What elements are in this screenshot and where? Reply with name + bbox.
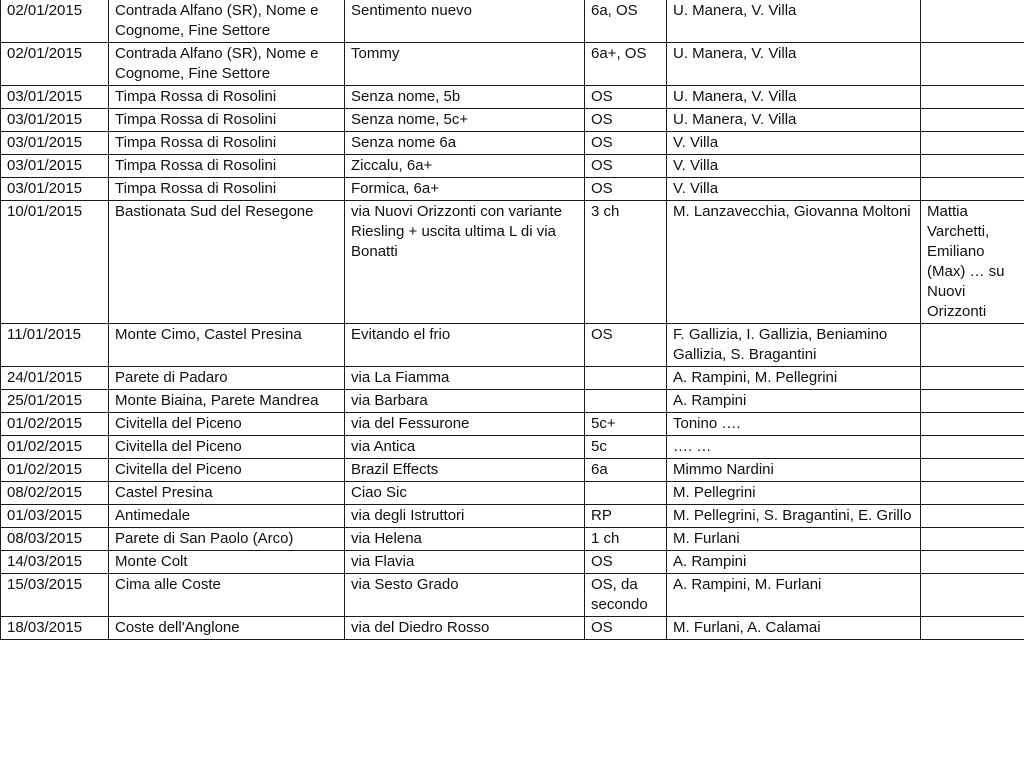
grade-cell: 6a [585, 459, 667, 482]
table-row [1, 551, 1024, 574]
location-cell: Cima alle Coste [109, 574, 345, 617]
date-cell: 01/02/2015 [1, 413, 109, 436]
team-cell: U. Manera, V. Villa [667, 109, 921, 132]
table-row [1, 367, 1024, 390]
grade-cell: OS [585, 109, 667, 132]
date-cell: 01/02/2015 [1, 459, 109, 482]
route-cell: Formica, 6a+ [345, 178, 585, 201]
note-cell [921, 390, 1024, 413]
date-cell: 02/01/2015 [1, 0, 109, 43]
table-row [1, 617, 1024, 640]
table-row [1, 201, 1024, 324]
grade-cell [585, 390, 667, 413]
route-cell: via Sesto Grado [345, 574, 585, 617]
date-cell: 14/03/2015 [1, 551, 109, 574]
route-cell: via Nuovi Orizzonti con variante Riesling + uscita ultima L di via Bonatti [345, 201, 585, 324]
team-cell: U. Manera, V. Villa [667, 86, 921, 109]
grade-cell: OS [585, 324, 667, 367]
table-row [1, 86, 1024, 109]
table-row [1, 324, 1024, 367]
grade-cell: 6a+, OS [585, 43, 667, 86]
date-cell: 03/01/2015 [1, 155, 109, 178]
table-body [1, 0, 1024, 640]
note-cell [921, 155, 1024, 178]
note-cell [921, 178, 1024, 201]
note-cell [921, 43, 1024, 86]
date-cell: 03/01/2015 [1, 86, 109, 109]
team-cell: M. Furlani [667, 528, 921, 551]
note-cell [921, 367, 1024, 390]
location-cell: Monte Colt [109, 551, 345, 574]
date-cell: 02/01/2015 [1, 43, 109, 86]
note-cell [921, 413, 1024, 436]
route-cell: via Flavia [345, 551, 585, 574]
location-cell: Monte Cimo, Castel Presina [109, 324, 345, 367]
route-cell: Senza nome 6a [345, 132, 585, 155]
grade-cell [585, 367, 667, 390]
note-cell [921, 551, 1024, 574]
table-row [1, 574, 1024, 617]
team-cell: A. Rampini, M. Pellegrini [667, 367, 921, 390]
location-cell: Contrada Alfano (SR), Nome e Cognome, Fine Settore [109, 0, 345, 43]
location-cell: Timpa Rossa di Rosolini [109, 86, 345, 109]
team-cell: …. … [667, 436, 921, 459]
team-cell: U. Manera, V. Villa [667, 43, 921, 86]
grade-cell: OS [585, 178, 667, 201]
team-cell: M. Lanzavecchia, Giovanna Moltoni [667, 201, 921, 324]
route-cell: Brazil Effects [345, 459, 585, 482]
team-cell: F. Gallizia, I. Gallizia, Beniamino Gallizia, S. Bragantini [667, 324, 921, 367]
team-cell: V. Villa [667, 155, 921, 178]
note-cell [921, 505, 1024, 528]
team-cell: V. Villa [667, 178, 921, 201]
note-cell [921, 0, 1024, 43]
table-row [1, 155, 1024, 178]
team-cell: V. Villa [667, 132, 921, 155]
date-cell: 08/02/2015 [1, 482, 109, 505]
table-row [1, 390, 1024, 413]
route-cell: via La Fiamma [345, 367, 585, 390]
grade-cell: 6a, OS [585, 0, 667, 43]
location-cell: Civitella del Piceno [109, 459, 345, 482]
route-cell: Ziccalu, 6a+ [345, 155, 585, 178]
grade-cell: 5c [585, 436, 667, 459]
location-cell: Civitella del Piceno [109, 436, 345, 459]
table-row [1, 459, 1024, 482]
grade-cell: 1 ch [585, 528, 667, 551]
route-cell: Senza nome, 5c+ [345, 109, 585, 132]
team-cell: A. Rampini [667, 390, 921, 413]
date-cell: 18/03/2015 [1, 617, 109, 640]
grade-cell: OS [585, 155, 667, 178]
grade-cell: 5c+ [585, 413, 667, 436]
table-row [1, 482, 1024, 505]
team-cell: A. Rampini [667, 551, 921, 574]
route-cell: via del Diedro Rosso [345, 617, 585, 640]
route-cell: Ciao Sic [345, 482, 585, 505]
note-cell [921, 436, 1024, 459]
grade-cell: OS [585, 86, 667, 109]
location-cell: Monte Biaina, Parete Mandrea [109, 390, 345, 413]
grade-cell [585, 482, 667, 505]
table-row [1, 43, 1024, 86]
location-cell: Timpa Rossa di Rosolini [109, 109, 345, 132]
table-row [1, 413, 1024, 436]
note-cell [921, 574, 1024, 617]
grade-cell: OS [585, 617, 667, 640]
location-cell: Contrada Alfano (SR), Nome e Cognome, Fine Settore [109, 43, 345, 86]
team-cell: U. Manera, V. Villa [667, 0, 921, 43]
route-cell: via degli Istruttori [345, 505, 585, 528]
team-cell: A. Rampini, M. Furlani [667, 574, 921, 617]
team-cell: M. Pellegrini [667, 482, 921, 505]
note-cell [921, 617, 1024, 640]
date-cell: 11/01/2015 [1, 324, 109, 367]
grade-cell: OS [585, 551, 667, 574]
location-cell: Civitella del Piceno [109, 413, 345, 436]
date-cell: 01/02/2015 [1, 436, 109, 459]
location-cell: Timpa Rossa di Rosolini [109, 155, 345, 178]
grade-cell: OS [585, 132, 667, 155]
table-row [1, 0, 1024, 43]
route-cell: Evitando el frio [345, 324, 585, 367]
table-row [1, 178, 1024, 201]
note-cell [921, 109, 1024, 132]
date-cell: 15/03/2015 [1, 574, 109, 617]
date-cell: 25/01/2015 [1, 390, 109, 413]
location-cell: Parete di Padaro [109, 367, 345, 390]
grade-cell: OS, da secondo [585, 574, 667, 617]
date-cell: 01/03/2015 [1, 505, 109, 528]
date-cell: 08/03/2015 [1, 528, 109, 551]
note-cell [921, 459, 1024, 482]
location-cell: Timpa Rossa di Rosolini [109, 178, 345, 201]
route-cell: via Barbara [345, 390, 585, 413]
table-row [1, 436, 1024, 459]
grade-cell: RP [585, 505, 667, 528]
route-cell: Senza nome, 5b [345, 86, 585, 109]
team-cell: Mimmo Nardini [667, 459, 921, 482]
date-cell: 03/01/2015 [1, 178, 109, 201]
route-cell: via Antica [345, 436, 585, 459]
note-cell: Mattia Varchetti, Emiliano (Max) … su Nuovi Orizzonti [921, 201, 1024, 324]
date-cell: 24/01/2015 [1, 367, 109, 390]
location-cell: Antimedale [109, 505, 345, 528]
date-cell: 10/01/2015 [1, 201, 109, 324]
note-cell [921, 86, 1024, 109]
location-cell: Bastionata Sud del Resegone [109, 201, 345, 324]
location-cell: Castel Presina [109, 482, 345, 505]
grade-cell: 3 ch [585, 201, 667, 324]
route-cell: via Helena [345, 528, 585, 551]
date-cell: 03/01/2015 [1, 132, 109, 155]
location-cell: Parete di San Paolo (Arco) [109, 528, 345, 551]
team-cell: M. Furlani, A. Calamai [667, 617, 921, 640]
team-cell: Tonino …. [667, 413, 921, 436]
note-cell [921, 482, 1024, 505]
location-cell: Coste dell'Anglone [109, 617, 345, 640]
table-row [1, 109, 1024, 132]
table-row [1, 132, 1024, 155]
route-cell: Tommy [345, 43, 585, 86]
route-cell: via del Fessurone [345, 413, 585, 436]
note-cell [921, 324, 1024, 367]
date-cell: 03/01/2015 [1, 109, 109, 132]
route-cell: Sentimento nuevo [345, 0, 585, 43]
location-cell: Timpa Rossa di Rosolini [109, 132, 345, 155]
note-cell [921, 132, 1024, 155]
table-row [1, 505, 1024, 528]
team-cell: M. Pellegrini, S. Bragantini, E. Grillo [667, 505, 921, 528]
note-cell [921, 528, 1024, 551]
table-row [1, 528, 1024, 551]
